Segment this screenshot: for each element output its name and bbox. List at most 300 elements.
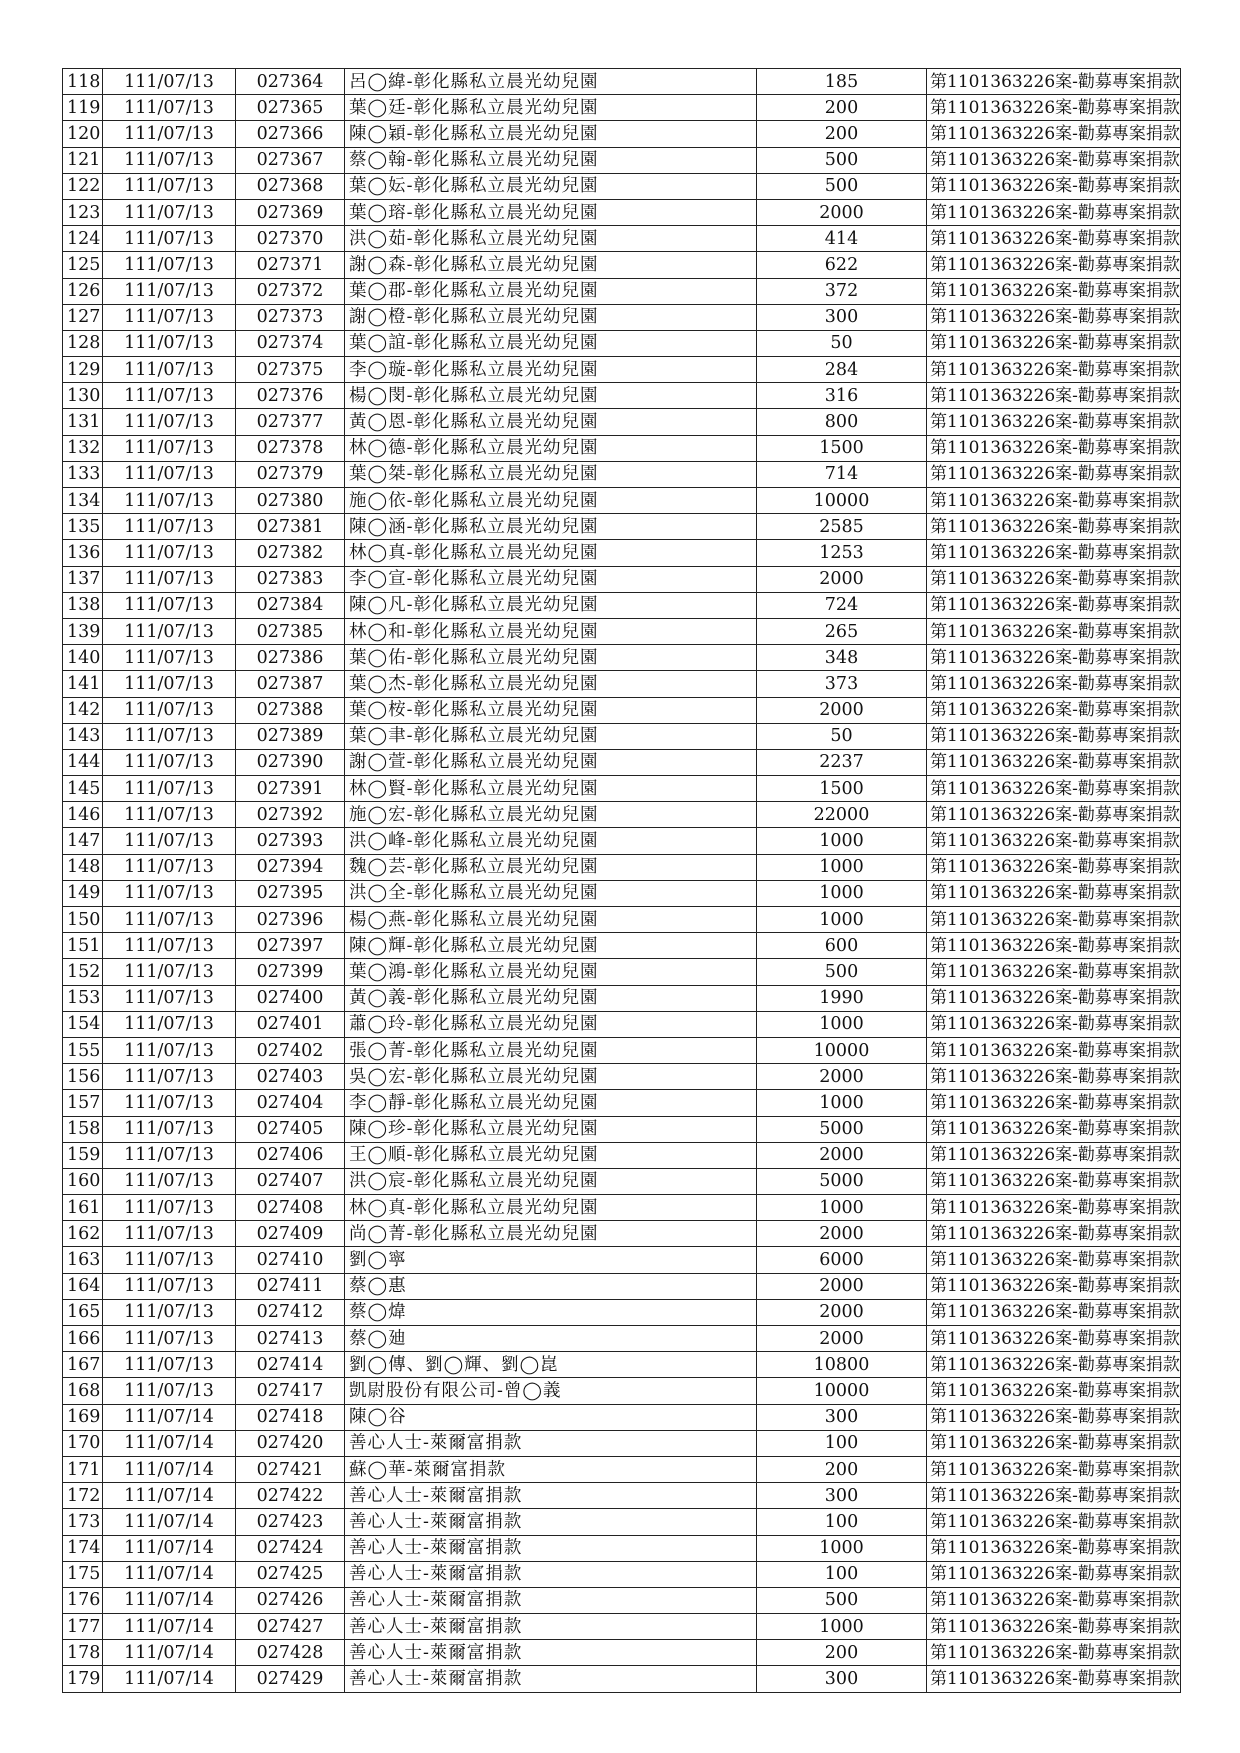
donor-name: 林◯和-彰化縣私立晨光幼兒園: [345, 618, 757, 644]
donation-amount: 348: [757, 645, 927, 671]
receipt-number: 027390: [236, 749, 345, 775]
row-number: 146: [63, 802, 103, 828]
donation-amount: 5000: [757, 1168, 927, 1194]
donation-note: 第1101363226案-勸募專案捐款: [927, 671, 1181, 697]
donation-amount: 22000: [757, 802, 927, 828]
donor-name: 王◯順-彰化縣私立晨光幼兒園: [345, 1142, 757, 1168]
donation-note: 第1101363226案-勸募專案捐款: [927, 226, 1181, 252]
receipt-number: 027414: [236, 1352, 345, 1378]
receipt-number: 027377: [236, 409, 345, 435]
row-number: 131: [63, 409, 103, 435]
row-number: 174: [63, 1535, 103, 1561]
table-row: [63, 95, 1181, 121]
receipt-number: 027374: [236, 330, 345, 356]
table-row: [63, 828, 1181, 854]
receipt-number: 027412: [236, 1299, 345, 1325]
donation-date: 111/07/13: [103, 828, 236, 854]
donation-date: 111/07/13: [103, 1011, 236, 1037]
donation-amount: 1000: [757, 1195, 927, 1221]
donation-amount: 1000: [757, 1090, 927, 1116]
donation-amount: 500: [757, 147, 927, 173]
donation-note: 第1101363226案-勸募專案捐款: [927, 959, 1181, 985]
donation-date: 111/07/13: [103, 383, 236, 409]
donation-amount: 50: [757, 723, 927, 749]
donation-amount: 2000: [757, 1273, 927, 1299]
table-row: [63, 1037, 1181, 1063]
donation-amount: 2000: [757, 199, 927, 225]
donor-name: 謝◯萱-彰化縣私立晨光幼兒園: [345, 749, 757, 775]
table-row: [63, 330, 1181, 356]
donation-note: 第1101363226案-勸募專案捐款: [927, 1142, 1181, 1168]
donation-amount: 1500: [757, 776, 927, 802]
table-row: [63, 566, 1181, 592]
receipt-number: 027381: [236, 514, 345, 540]
row-number: 130: [63, 383, 103, 409]
receipt-number: 027368: [236, 173, 345, 199]
table-row: [63, 697, 1181, 723]
receipt-number: 027370: [236, 226, 345, 252]
table-row: [63, 1509, 1181, 1535]
table-row: [63, 1430, 1181, 1456]
donation-amount: 6000: [757, 1247, 927, 1273]
donation-note: 第1101363226案-勸募專案捐款: [927, 461, 1181, 487]
receipt-number: 027399: [236, 959, 345, 985]
donation-amount: 1253: [757, 540, 927, 566]
receipt-number: 027418: [236, 1404, 345, 1430]
donation-date: 111/07/13: [103, 566, 236, 592]
row-number: 122: [63, 173, 103, 199]
table-row: [63, 1456, 1181, 1482]
row-number: 167: [63, 1352, 103, 1378]
donation-amount: 100: [757, 1561, 927, 1587]
receipt-number: 027379: [236, 461, 345, 487]
donation-date: 111/07/13: [103, 278, 236, 304]
donation-note: 第1101363226案-勸募專案捐款: [927, 907, 1181, 933]
donation-note: 第1101363226案-勸募專案捐款: [927, 1247, 1181, 1273]
receipt-number: 027403: [236, 1064, 345, 1090]
donor-name: 善心人士-萊爾富捐款: [345, 1561, 757, 1587]
table-row: [63, 1011, 1181, 1037]
receipt-number: 027410: [236, 1247, 345, 1273]
donation-date: 111/07/13: [103, 1116, 236, 1142]
donation-note: 第1101363226案-勸募專案捐款: [927, 1614, 1181, 1640]
receipt-number: 027404: [236, 1090, 345, 1116]
row-number: 148: [63, 854, 103, 880]
table-row: [63, 1168, 1181, 1194]
donation-date: 111/07/14: [103, 1456, 236, 1482]
receipt-number: 027423: [236, 1509, 345, 1535]
donation-amount: 1500: [757, 435, 927, 461]
donation-note: 第1101363226案-勸募專案捐款: [927, 1011, 1181, 1037]
donor-name: 善心人士-萊爾富捐款: [345, 1614, 757, 1640]
donation-note: 第1101363226案-勸募專案捐款: [927, 173, 1181, 199]
donation-note: 第1101363226案-勸募專案捐款: [927, 1195, 1181, 1221]
donation-note: 第1101363226案-勸募專案捐款: [927, 1587, 1181, 1613]
donor-name: 劉◯寧: [345, 1247, 757, 1273]
donation-date: 111/07/13: [103, 907, 236, 933]
donation-date: 111/07/13: [103, 1195, 236, 1221]
row-number: 156: [63, 1064, 103, 1090]
row-number: 129: [63, 357, 103, 383]
receipt-number: 027411: [236, 1273, 345, 1299]
donor-name: 善心人士-萊爾富捐款: [345, 1509, 757, 1535]
donation-note: 第1101363226案-勸募專案捐款: [927, 1666, 1181, 1692]
donation-amount: 1000: [757, 880, 927, 906]
donation-amount: 1000: [757, 1614, 927, 1640]
donation-note: 第1101363226案-勸募專案捐款: [927, 409, 1181, 435]
table-row: [63, 1090, 1181, 1116]
table-row: [63, 985, 1181, 1011]
donation-note: 第1101363226案-勸募專案捐款: [927, 69, 1181, 95]
receipt-number: 027384: [236, 592, 345, 618]
table-row: [63, 802, 1181, 828]
donation-date: 111/07/13: [103, 959, 236, 985]
table-row: [63, 409, 1181, 435]
table-row: [63, 1142, 1181, 1168]
donation-date: 111/07/14: [103, 1535, 236, 1561]
donation-date: 111/07/13: [103, 69, 236, 95]
donation-note: 第1101363226案-勸募專案捐款: [927, 435, 1181, 461]
donation-amount: 373: [757, 671, 927, 697]
table-row: [63, 383, 1181, 409]
donation-note: 第1101363226案-勸募專案捐款: [927, 592, 1181, 618]
donation-note: 第1101363226案-勸募專案捐款: [927, 854, 1181, 880]
table-row: [63, 69, 1181, 95]
table-row: [63, 1666, 1181, 1692]
donation-note: 第1101363226案-勸募專案捐款: [927, 985, 1181, 1011]
receipt-number: 027387: [236, 671, 345, 697]
table-row: [63, 933, 1181, 959]
donation-date: 111/07/13: [103, 1090, 236, 1116]
receipt-number: 027420: [236, 1430, 345, 1456]
row-number: 171: [63, 1456, 103, 1482]
donation-amount: 1000: [757, 828, 927, 854]
row-number: 125: [63, 252, 103, 278]
donor-name: 洪◯全-彰化縣私立晨光幼兒園: [345, 880, 757, 906]
donation-date: 111/07/13: [103, 330, 236, 356]
donor-name: 李◯璇-彰化縣私立晨光幼兒園: [345, 357, 757, 383]
row-number: 163: [63, 1247, 103, 1273]
donation-amount: 2000: [757, 1142, 927, 1168]
donation-date: 111/07/13: [103, 226, 236, 252]
receipt-number: 027405: [236, 1116, 345, 1142]
table-row: [63, 1195, 1181, 1221]
receipt-number: 027425: [236, 1561, 345, 1587]
donation-note: 第1101363226案-勸募專案捐款: [927, 697, 1181, 723]
donation-date: 111/07/13: [103, 645, 236, 671]
donation-amount: 2000: [757, 1064, 927, 1090]
row-number: 158: [63, 1116, 103, 1142]
donation-note: 第1101363226案-勸募專案捐款: [927, 252, 1181, 278]
donation-note: 第1101363226案-勸募專案捐款: [927, 1640, 1181, 1666]
donation-note: 第1101363226案-勸募專案捐款: [927, 1561, 1181, 1587]
table-row: [63, 1247, 1181, 1273]
donor-name: 蔡◯惠: [345, 1273, 757, 1299]
donation-note: 第1101363226案-勸募專案捐款: [927, 1456, 1181, 1482]
donation-note: 第1101363226案-勸募專案捐款: [927, 304, 1181, 330]
donation-amount: 500: [757, 959, 927, 985]
row-number: 142: [63, 697, 103, 723]
donation-note: 第1101363226案-勸募專案捐款: [927, 828, 1181, 854]
donor-name: 楊◯閔-彰化縣私立晨光幼兒園: [345, 383, 757, 409]
donation-note: 第1101363226案-勸募專案捐款: [927, 723, 1181, 749]
donor-name: 陳◯輝-彰化縣私立晨光幼兒園: [345, 933, 757, 959]
donation-amount: 414: [757, 226, 927, 252]
donor-name: 謝◯橙-彰化縣私立晨光幼兒園: [345, 304, 757, 330]
receipt-number: 027394: [236, 854, 345, 880]
donation-date: 111/07/13: [103, 435, 236, 461]
donor-name: 黃◯義-彰化縣私立晨光幼兒園: [345, 985, 757, 1011]
receipt-number: 027421: [236, 1456, 345, 1482]
donor-name: 葉◯鴻-彰化縣私立晨光幼兒園: [345, 959, 757, 985]
donation-date: 111/07/14: [103, 1640, 236, 1666]
donation-date: 111/07/14: [103, 1404, 236, 1430]
donation-date: 111/07/13: [103, 592, 236, 618]
donation-note: 第1101363226案-勸募專案捐款: [927, 95, 1181, 121]
row-number: 144: [63, 749, 103, 775]
donor-name: 葉◯郡-彰化縣私立晨光幼兒園: [345, 278, 757, 304]
donor-name: 謝◯森-彰化縣私立晨光幼兒園: [345, 252, 757, 278]
receipt-number: 027375: [236, 357, 345, 383]
receipt-number: 027391: [236, 776, 345, 802]
donation-date: 111/07/13: [103, 252, 236, 278]
donation-note: 第1101363226案-勸募專案捐款: [927, 514, 1181, 540]
table-row: [63, 540, 1181, 566]
donation-date: 111/07/14: [103, 1561, 236, 1587]
receipt-number: 027380: [236, 488, 345, 514]
donation-amount: 300: [757, 1666, 927, 1692]
donation-amount: 316: [757, 383, 927, 409]
row-number: 157: [63, 1090, 103, 1116]
donation-date: 111/07/13: [103, 933, 236, 959]
donation-note: 第1101363226案-勸募專案捐款: [927, 540, 1181, 566]
donation-date: 111/07/13: [103, 985, 236, 1011]
receipt-number: 027395: [236, 880, 345, 906]
table-row: [63, 1221, 1181, 1247]
donation-date: 111/07/13: [103, 671, 236, 697]
donation-date: 111/07/13: [103, 199, 236, 225]
table-row: [63, 1326, 1181, 1352]
donor-name: 呂◯緯-彰化縣私立晨光幼兒園: [345, 69, 757, 95]
donation-date: 111/07/13: [103, 488, 236, 514]
table-row: [63, 1352, 1181, 1378]
donor-name: 施◯依-彰化縣私立晨光幼兒園: [345, 488, 757, 514]
row-number: 175: [63, 1561, 103, 1587]
receipt-number: 027409: [236, 1221, 345, 1247]
table-row: [63, 514, 1181, 540]
donation-date: 111/07/13: [103, 880, 236, 906]
donation-date: 111/07/13: [103, 514, 236, 540]
donation-note: 第1101363226案-勸募專案捐款: [927, 1299, 1181, 1325]
donation-note: 第1101363226案-勸募專案捐款: [927, 566, 1181, 592]
row-number: 136: [63, 540, 103, 566]
row-number: 160: [63, 1168, 103, 1194]
receipt-number: 027388: [236, 697, 345, 723]
donation-amount: 2000: [757, 1326, 927, 1352]
donation-date: 111/07/13: [103, 540, 236, 566]
donation-amount: 372: [757, 278, 927, 304]
donation-amount: 265: [757, 618, 927, 644]
donation-note: 第1101363226案-勸募專案捐款: [927, 933, 1181, 959]
receipt-number: 027407: [236, 1168, 345, 1194]
row-number: 118: [63, 69, 103, 95]
donation-note: 第1101363226案-勸募專案捐款: [927, 645, 1181, 671]
donation-amount: 100: [757, 1430, 927, 1456]
table-row: [63, 252, 1181, 278]
donation-date: 111/07/13: [103, 1064, 236, 1090]
donation-date: 111/07/14: [103, 1666, 236, 1692]
donation-amount: 622: [757, 252, 927, 278]
table-row: [63, 357, 1181, 383]
donation-date: 111/07/14: [103, 1614, 236, 1640]
donor-name: 李◯靜-彰化縣私立晨光幼兒園: [345, 1090, 757, 1116]
donation-note: 第1101363226案-勸募專案捐款: [927, 330, 1181, 356]
donation-note: 第1101363226案-勸募專案捐款: [927, 1273, 1181, 1299]
donation-amount: 1000: [757, 854, 927, 880]
row-number: 126: [63, 278, 103, 304]
donation-note: 第1101363226案-勸募專案捐款: [927, 802, 1181, 828]
row-number: 151: [63, 933, 103, 959]
table-row: [63, 173, 1181, 199]
receipt-number: 027408: [236, 1195, 345, 1221]
receipt-number: 027392: [236, 802, 345, 828]
donation-date: 111/07/13: [103, 1037, 236, 1063]
donation-amount: 5000: [757, 1116, 927, 1142]
table-row: [63, 749, 1181, 775]
receipt-number: 027396: [236, 907, 345, 933]
receipt-number: 027397: [236, 933, 345, 959]
row-number: 127: [63, 304, 103, 330]
row-number: 173: [63, 1509, 103, 1535]
donor-name: 葉◯聿-彰化縣私立晨光幼兒園: [345, 723, 757, 749]
donation-note: 第1101363226案-勸募專案捐款: [927, 357, 1181, 383]
donor-name: 蔡◯煒: [345, 1299, 757, 1325]
row-number: 143: [63, 723, 103, 749]
row-number: 139: [63, 618, 103, 644]
table-row: [63, 199, 1181, 225]
donation-amount: 50: [757, 330, 927, 356]
donor-name: 洪◯茹-彰化縣私立晨光幼兒園: [345, 226, 757, 252]
row-number: 140: [63, 645, 103, 671]
receipt-number: 027385: [236, 618, 345, 644]
donation-amount: 500: [757, 173, 927, 199]
donation-note: 第1101363226案-勸募專案捐款: [927, 749, 1181, 775]
row-number: 124: [63, 226, 103, 252]
donation-note: 第1101363226案-勸募專案捐款: [927, 1378, 1181, 1404]
donor-name: 吳◯宏-彰化縣私立晨光幼兒園: [345, 1064, 757, 1090]
receipt-number: 027422: [236, 1483, 345, 1509]
table-row: [63, 1064, 1181, 1090]
donation-amount: 2000: [757, 566, 927, 592]
row-number: 153: [63, 985, 103, 1011]
donation-note: 第1101363226案-勸募專案捐款: [927, 1483, 1181, 1509]
receipt-number: 027413: [236, 1326, 345, 1352]
donation-note: 第1101363226案-勸募專案捐款: [927, 1064, 1181, 1090]
row-number: 145: [63, 776, 103, 802]
table-row: [63, 1299, 1181, 1325]
row-number: 121: [63, 147, 103, 173]
donation-date: 111/07/13: [103, 1221, 236, 1247]
donation-date: 111/07/13: [103, 854, 236, 880]
donation-date: 111/07/13: [103, 304, 236, 330]
row-number: 155: [63, 1037, 103, 1063]
donation-note: 第1101363226案-勸募專案捐款: [927, 1116, 1181, 1142]
receipt-number: 027393: [236, 828, 345, 854]
donor-name: 凱尉股份有限公司-曾◯義: [345, 1378, 757, 1404]
receipt-number: 027373: [236, 304, 345, 330]
table-row: [63, 1273, 1181, 1299]
donation-amount: 10000: [757, 488, 927, 514]
donation-amount: 284: [757, 357, 927, 383]
receipt-number: 027427: [236, 1614, 345, 1640]
donation-date: 111/07/13: [103, 1352, 236, 1378]
row-number: 123: [63, 199, 103, 225]
table-row: [63, 461, 1181, 487]
donation-amount: 1990: [757, 985, 927, 1011]
donation-note: 第1101363226案-勸募專案捐款: [927, 147, 1181, 173]
donation-date: 111/07/14: [103, 1483, 236, 1509]
donation-note: 第1101363226案-勸募專案捐款: [927, 776, 1181, 802]
donation-note: 第1101363226案-勸募專案捐款: [927, 618, 1181, 644]
row-number: 137: [63, 566, 103, 592]
donation-note: 第1101363226案-勸募專案捐款: [927, 1430, 1181, 1456]
row-number: 154: [63, 1011, 103, 1037]
donor-name: 善心人士-萊爾富捐款: [345, 1483, 757, 1509]
receipt-number: 027372: [236, 278, 345, 304]
row-number: 135: [63, 514, 103, 540]
donation-table: [62, 68, 1181, 1693]
donor-name: 黃◯恩-彰化縣私立晨光幼兒園: [345, 409, 757, 435]
donation-date: 111/07/13: [103, 749, 236, 775]
table-row: [63, 1587, 1181, 1613]
table-row: [63, 1116, 1181, 1142]
donation-note: 第1101363226案-勸募專案捐款: [927, 1221, 1181, 1247]
donation-note: 第1101363226案-勸募專案捐款: [927, 1168, 1181, 1194]
donation-note: 第1101363226案-勸募專案捐款: [927, 383, 1181, 409]
donation-date: 111/07/13: [103, 723, 236, 749]
donor-name: 善心人士-萊爾富捐款: [345, 1587, 757, 1613]
donation-amount: 185: [757, 69, 927, 95]
row-number: 150: [63, 907, 103, 933]
donor-name: 蘇◯華-萊爾富捐款: [345, 1456, 757, 1482]
donation-note: 第1101363226案-勸募專案捐款: [927, 1037, 1181, 1063]
row-number: 149: [63, 880, 103, 906]
table-row: [63, 1561, 1181, 1587]
donation-note: 第1101363226案-勸募專案捐款: [927, 1326, 1181, 1352]
donation-date: 111/07/13: [103, 1247, 236, 1273]
table-row: [63, 1404, 1181, 1430]
donation-amount: 600: [757, 933, 927, 959]
receipt-number: 027426: [236, 1587, 345, 1613]
donation-amount: 2237: [757, 749, 927, 775]
table-row: [63, 1378, 1181, 1404]
donor-name: 張◯菁-彰化縣私立晨光幼兒園: [345, 1037, 757, 1063]
donation-date: 111/07/13: [103, 1378, 236, 1404]
donor-name: 陳◯珍-彰化縣私立晨光幼兒園: [345, 1116, 757, 1142]
donation-note: 第1101363226案-勸募專案捐款: [927, 199, 1181, 225]
donor-name: 葉◯瑢-彰化縣私立晨光幼兒園: [345, 199, 757, 225]
table-row: [63, 121, 1181, 147]
row-number: 161: [63, 1195, 103, 1221]
row-number: 134: [63, 488, 103, 514]
donation-note: 第1101363226案-勸募專案捐款: [927, 1509, 1181, 1535]
table-row: [63, 226, 1181, 252]
table-row: [63, 1483, 1181, 1509]
donor-name: 葉◯桀-彰化縣私立晨光幼兒園: [345, 461, 757, 487]
donation-table-container: [62, 68, 1180, 1693]
table-row: [63, 854, 1181, 880]
row-number: 169: [63, 1404, 103, 1430]
